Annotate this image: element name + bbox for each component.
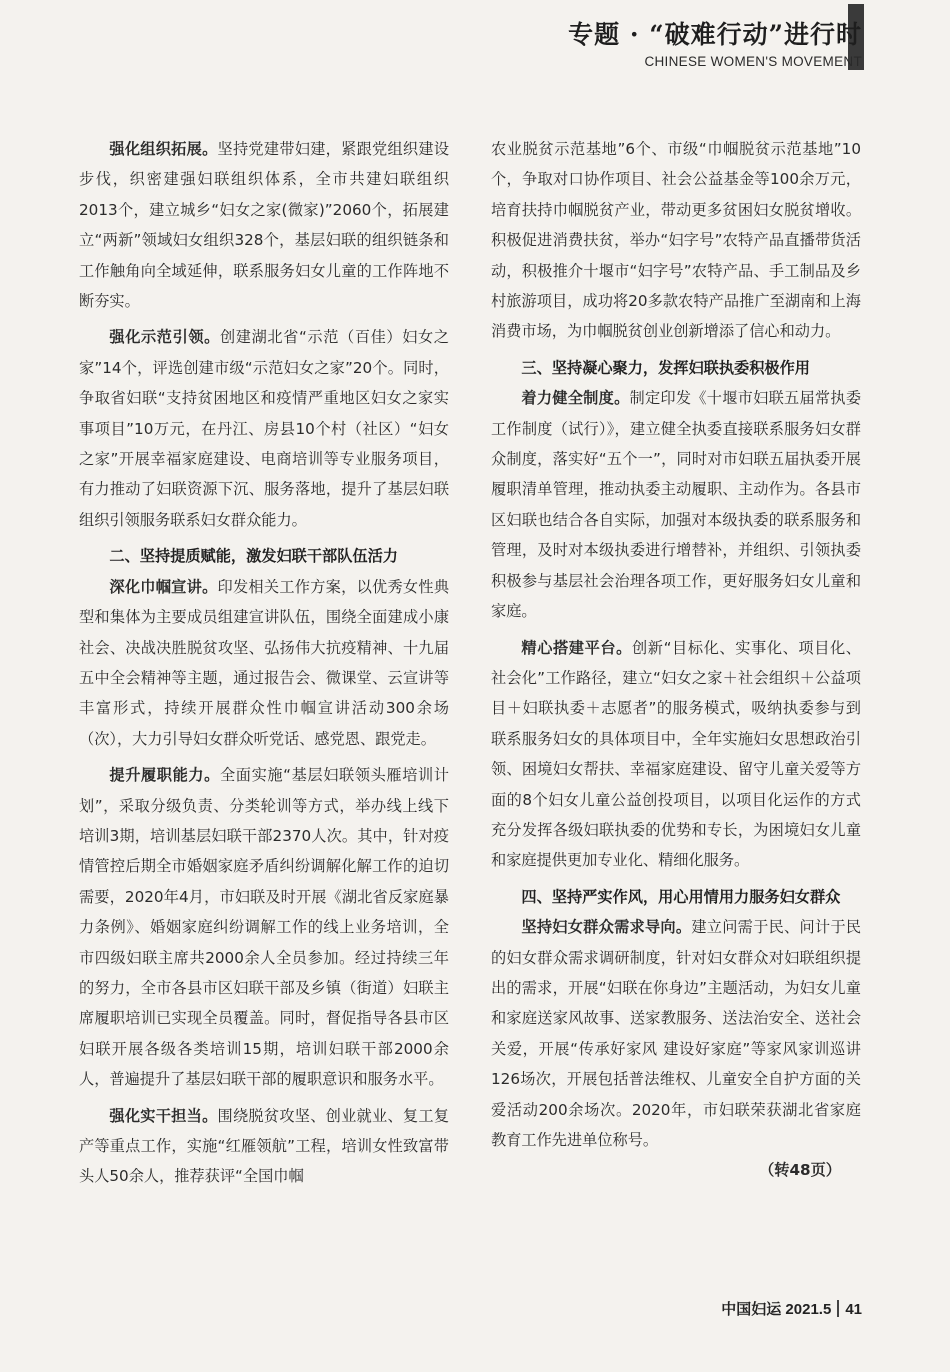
page-header (382, 18, 862, 69)
paragraph-text: 农业脱贫示范基地”6个、市级“巾帼脱贫示范基地”10个，争取对口协作项目、社会公益基金等100余万元，培育扶持巾帼脱贫产业，带动更多贫困妇女脱贫增收。积极促进消费扶贫，举办“妇字号”农特产品直播带货活动，积极推介十堰市“妇字号”农特产品、手工制品及乡村旅游项目，成功将20多款农特产品推广至湖南和上海消费市场，为巾帼脱贫创业创新增添了信心和动力。 (491, 140, 861, 341)
page-footer (721, 1298, 862, 1319)
section-heading: 二、坚持提质赋能，激发妇联干部队伍活力 (109, 547, 398, 566)
paragraph (491, 912, 861, 1155)
paragraph (79, 1101, 449, 1192)
paragraph (491, 134, 861, 347)
page-number: 41 (845, 1301, 862, 1318)
left-column (79, 134, 449, 1192)
paragraph-lead: 强化示范引领。 (109, 328, 220, 347)
section-title: 专题 · “破难行动”进行时 (568, 20, 862, 49)
paragraph-text: 创建湖北省“示范（百佳）妇女之家”14个，评选创建市级“示范妇女之家”20个。同时，争取省妇联“支持贫困地区和疫情严重地区妇女之家实事项目”10万元，在丹江、房县10个村（社区）“妇女之家”开展幸福家庭建设、电商培训等专业服务项目，有力推动了妇联资源下沉、服务落地，提升了基层妇联组织引领服务联系妇女群众能力。 (79, 328, 449, 529)
paragraph-text: 坚持党建带妇建，紧跟党组织建设步伐，织密建强妇联组织体系，全市共建妇联组织2013个，建立城乡“妇女之家(微家)”2060个，拓展建立“两新”领域妇女组织328个，基层妇联的组织链条和工作触角向全域延伸，联系服务妇女儿童的工作阵地不断夯实。 (79, 140, 450, 311)
paragraph (79, 760, 449, 1094)
footer-divider (837, 1300, 839, 1317)
paragraph-lead: 强化实干担当。 (109, 1106, 218, 1125)
continued-note: （转48页） (759, 1161, 841, 1180)
paragraph-lead: 提升履职能力。 (109, 766, 220, 785)
right-column (491, 134, 861, 1186)
paragraph (79, 134, 449, 316)
paragraph-text: 制定印发《十堰市妇联五届常执委工作制度（试行）》，建立健全执委直接联系服务妇女群众制度，落实好“五个一”，同时对市妇联五届执委开展履职清单管理，推动执委主动履职、主动作为。各县市区妇联也结合各自实际，加强对本级执委的联系服务和管理，及时对本级执委进行增替补，并组织、引领执委积极参与基层社会治理各项工作，更好服务妇女儿童和家庭。 (491, 389, 862, 621)
paragraph-lead: 精心搭建平台。 (521, 638, 632, 657)
paragraph-text: 创新“目标化、实事化、项目化、社会化”工作路径，建立“妇女之家＋社会组织＋公益项目＋妇联执委＋志愿者”的服务模式，吸纳执委参与到联系服务妇女的具体项目中，全年实施妇女思想政治引领、困境妇女帮扶、幸福家庭建设、留守儿童关爱等方面的8个妇女儿童公益创投项目，以项目化运作的方式充分发挥各级妇联执委的优势和专长，为困境妇女儿童和家庭提供更加专业化、精细化服务。 (491, 638, 861, 870)
paragraph-text: 全面实施“基层妇联领头雁培训计划”，采取分级负责、分类轮训等方式，举办线上线下培训3期，培训基层妇联干部2370人次。其中，针对疫情管控后期全市婚姻家庭矛盾纠纷调解化解工作的迫切需要，2020年4月，市妇联及时开展《湖北省反家庭暴力条例》、婚姻家庭纠纷调解工作的线上业务培训，全市四级妇联主席共2000余人全员参加。经过持续三年的努力，全市各县市区妇联干部及乡镇（街道）妇联主席履职培训已实现全员覆盖。同时，督促指导各县市区妇联开展各级各类培训15期，培训妇联干部2000余人，普遍提升了基层妇联干部的履职意识和服务水平。 (79, 766, 449, 1089)
paragraph (79, 572, 449, 754)
paragraph-text: 围绕脱贫攻坚、创业就业、复工复产等重点工作，实施“红雁领航”工程，培训女性致富带头人50余人，推荐获评“全国巾帼 (79, 1106, 450, 1186)
paragraph (491, 383, 861, 626)
paragraph-lead: 强化组织拓展。 (109, 140, 218, 158)
issue-number: 2021.5 (785, 1301, 832, 1318)
section-subtitle: CHINESE WOMEN'S MOVEMENT (644, 54, 862, 69)
paragraph-text: 建立问需于民、问计于民的妇女群众需求调研制度，针对妇女群众对妇联组织提出的需求，开展“妇联在你身边”主题活动，为妇女儿童和家庭送家风故事、送家教服务、送法治安全、送社会关爱，开展“传承好家风 建设好家庭”等家风家训巡讲126场次，开展包括普法维权、儿童安全自护方面的关爱活动200余场次。2020年，市妇联荣获湖北省家庭教育工作先进单位称号。 (491, 918, 862, 1149)
paragraph-lead: 坚持妇女群众需求导向。 (521, 918, 692, 937)
paragraph-lead: 着力健全制度。 (521, 389, 630, 408)
section-heading: 四、坚持严实作风，用心用情用力服务妇女群众 (521, 887, 841, 906)
section-heading: 三、坚持凝心聚力，发挥妇联执委积极作用 (521, 358, 810, 377)
magazine-name: 中国妇运 (721, 1301, 782, 1318)
paragraph (79, 322, 449, 535)
paragraph-text: 印发相关工作方案，以优秀女性典型和集体为主要成员组建宣讲队伍，围绕全面建成小康社会、决战决胜脱贫攻坚、弘扬伟大抗疫精神、十九届五中全会精神等主题，通过报告会、微课堂、云宣讲等丰富形式，持续开展群众性巾帼宣讲活动300余场（次），大力引导妇女群众听党话、感党恩、跟党走。 (79, 577, 450, 748)
paragraph-lead: 深化巾帼宣讲。 (109, 577, 218, 596)
paragraph (491, 633, 861, 876)
